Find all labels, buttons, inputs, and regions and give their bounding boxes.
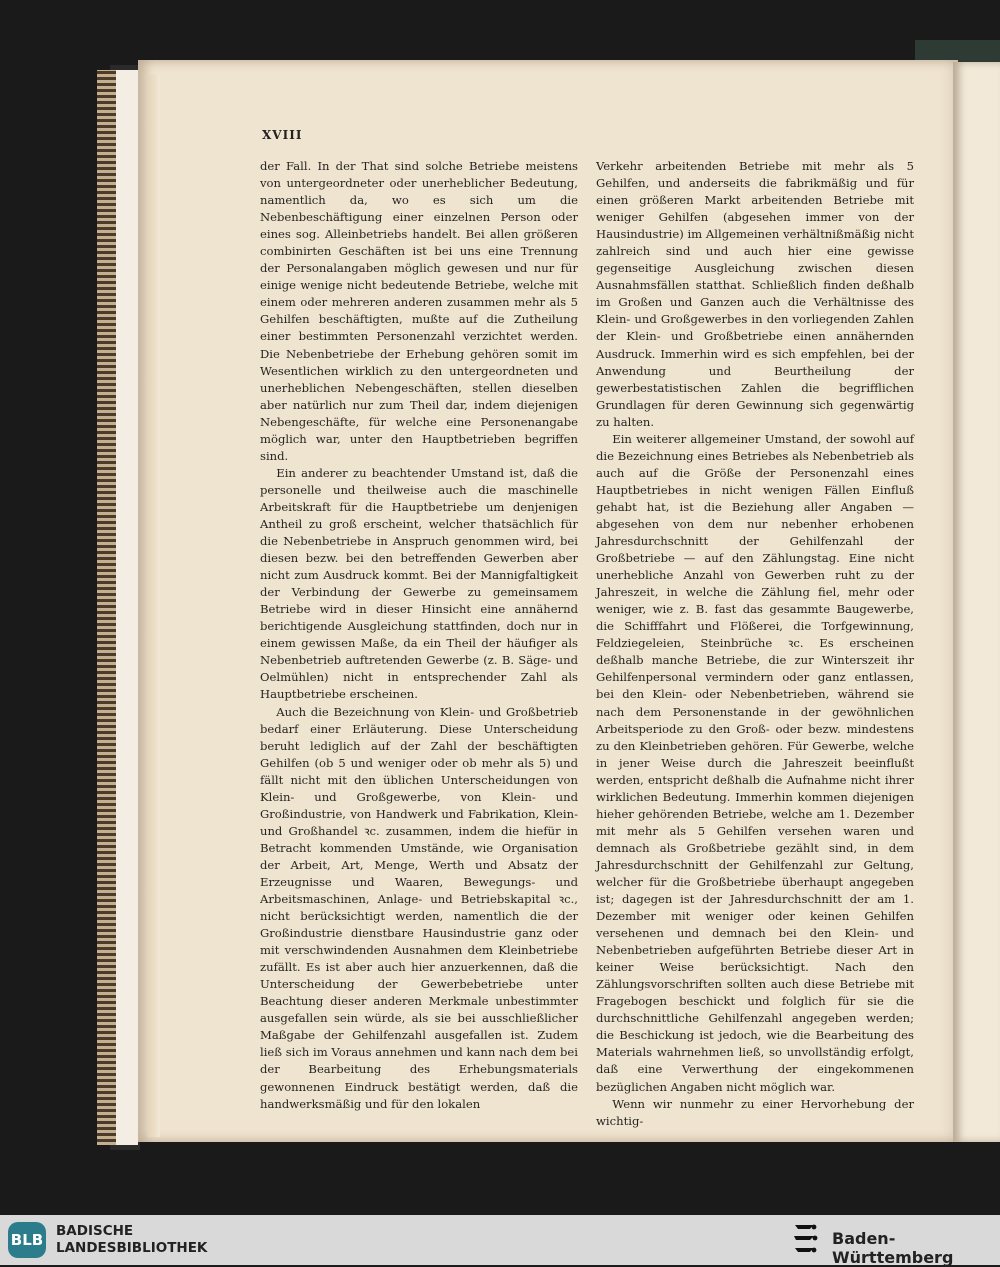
flyleaf-edge xyxy=(116,70,138,1145)
book-cover-edge xyxy=(915,40,1000,62)
library-name-line2: LANDESBIBLIOTHEK xyxy=(56,1240,208,1256)
paragraph: Ein anderer zu beachtender Umstand ist, daß die personelle und theilweise auch die maschinelle Arbeitskraft für die Hauptbetriebe um denjenigen Antheil zu groß erscheint, welcher thatsächlich für die Nebenbetriebe in Anspruch genommen wird, bei diesen bezw. bei den betreffenden Gewerben aber nicht zum Ausdruck kommt. Bei der Mannigfaltigkeit der Verbindung der Gewerbe zu gemeinsamem Betriebe wird in dieser Hinsicht eine annähernd berichtigende Ausgleichung stattfinden, doch nur in einem gewissen Maße, da ein Theil der häufiger als Nebenbetrieb auftretenden Gewerbe (z. B. Säge- und Oelmühlen) nicht in entsprechender Zahl als Hauptbetriebe erscheinen. xyxy=(260,465,578,702)
paragraph: Wenn wir nunmehr zu einer Hervorhebung der wichtig- xyxy=(596,1096,914,1128)
library-name-line1: BADISCHE xyxy=(56,1223,134,1239)
blb-logo[interactable]: BLB xyxy=(8,1222,46,1258)
paragraph: Auch die Bezeichnung von Klein- und Großbetrieb bedarf einer Erläuterung. Diese Unterscheidung beruht lediglich auf der Zahl der beschäftigten Gehilfen (ob 5 und weniger oder ob mehr als 5) und fällt nicht mit den üblichen Unterscheidungen von Klein- und Großgewerbe, von Klein- und Großindustrie, von Handwerk und Fabrikation, Klein- und Großhandel ꝛc. zusammen, indem die hiefür in Betracht kommenden Umstände, wie Organisation der Arbeit, Art, Menge, Werth und Absatz der Erzeugnisse und Waaren, Bewegungs- und Arbeitsmaschinen, Anlage- und Betriebskapital ꝛc., nicht berücksichtigt werden, namentlich die der Großindustrie dienstbare Hausindustrie ganz oder mit verschwindenden Ausnahmen dem Kleinbetriebe zufällt. Es ist aber auch hier anzuerkennen, daß die Unterscheidung der Gewerbebetriebe unter Beachtung dieser anderen Merkmale unbestimmter ausgefallen sein würde, als sie bei ausschließlicher Maßgabe der Gehilfenzahl ausgefallen ist. Zudem ließ sich im Voraus annehmen und kann nach dem bei der Bearbeitung des Erhebungsmaterials gewonnenen Eindruck bestätigt werden, daß die handwerksmäßig und für den lokalen xyxy=(260,704,578,1111)
marbled-binding xyxy=(97,70,117,1145)
viewer-footer xyxy=(0,1215,1000,1265)
page-number: XVIII xyxy=(262,128,303,142)
paragraph: Verkehr arbeitenden Betriebe mit mehr als 5 Gehilfen, und anderseits die fabrikmäßig und für einen größeren Markt arbeitenden Betriebe mit weniger Gehilfen (abgesehen immer von der Hausindustrie) im Allgemeinen verhältnißmäßig nicht zahlreich sind und auch hier eine gewisse gegenseitige Ausgleichung zwischen diesen Ausnahmsfällen statthat. Schließlich finden deßhalb im Großen und Ganzen auch die Verhältnisse des Klein- und Großgewerbes in den vorliegenden Zahlen der Klein- und Großbetriebe einen annähernden Ausdruck. Immerhin wird es sich empfehlen, bei der Anwendung und Beurtheilung der gewerbestatistischen Zahlen die begrifflichen Grundlagen für deren Gewinnung sich gegenwärtig zu halten. xyxy=(596,159,914,429)
baden-wuerttemberg-lions-icon[interactable] xyxy=(792,1221,820,1259)
text-column-left xyxy=(260,158,578,1113)
text-column-right xyxy=(596,158,914,1130)
state-name[interactable]: Baden-Württemberg xyxy=(832,1229,954,1267)
library-name[interactable] xyxy=(56,1223,207,1257)
paragraph: Ein weiterer allgemeiner Umstand, der sowohl auf die Bezeichnung eines Betriebes als Nebenbetrieb als auch auf die Größe der Personenzahl eines Hauptbetriebes in nicht wenigen Fällen Einfluß gehabt hat, ist die Beziehung aller Angaben — abgesehen von dem nur nebenher erhobenen Jahresdurchschnitt der Gehilfenzahl der Großbetriebe — auf den Zählungstag. Eine nicht unerhebliche Anzahl von Gewerben ruht zu der Jahreszeit, in welche die Zählung fiel, mehr oder weniger, wie z. B. fast das gesammte Baugewerbe, die Schifffahrt und Flößerei, die Torfgewinnung, Feldziegeleien, Steinbrüche ꝛc. Es erscheinen deßhalb manche Betriebe, die zur Winterszeit ihr Gehilfenpersonal vermindern oder ganz entlassen, bei den Klein- oder Nebenbetrieben, während sie nach dem Personenstande in der gewöhnlichen Arbeitsperiode zu den Groß- oder bezw. mindestens zu den Kleinbetrieben gehören. Für Gewerbe, welche in jener Weise durch die Jahreszeit beeinflußt werden, entspricht deßhalb die Aufnahme nicht ihrer wirklichen Bedeutung. Immerhin kommen diejenigen hieher gehörenden Betriebe, welche am 1. Dezember mit mehr als 5 Gehilfen versehen waren und demnach als Großbetriebe gezählt sind, in dem Jahresdurchschnitt der Gehilfenzahl zur Geltung, welcher für die Großbetriebe überhaupt angegeben ist; dagegen ist der Jahresdurchschnitt der am 1. Dezember mit weniger oder keinen Gehilfen versehenen und demnach bei den Klein- und Nebenbetrieben aufgeführten Betriebe dieser Art in keiner Weise berücksichtigt. Nach den Zählungsvorschriften sollten auch diese Betriebe mit Fragebogen beschickt und folglich für sie die durchschnittliche Gehilfenzahl angegeben werden; die Beschickung ist jedoch, wie die Bearbeitung des Materials wahrnehmen ließ, so unvollständig erfolgt, daß eine Verwerthung der eingekommenen bezüglichen Angaben nicht möglich war. xyxy=(596,431,914,1094)
page-gutter xyxy=(148,75,160,1137)
paragraph: der Fall. In der That sind solche Betriebe meistens von untergeordneter oder unerheblicher Bedeutung, namentlich da, wo es sich um die Nebenbeschäftigung einer einzelnen Person oder eines sog. Alleinbetriebs handelt. Bei allen größeren combinirten Geschäften ist bei uns eine Trennung der Personalangaben möglich gewesen und nur für einige wenige nicht bedeutende Betriebe, welche mit einem oder mehreren anderen zusammen mehr als 5 Gehilfen beschäftigten, mußte auf die Zutheilung einer bestimmten Personenzahl verzichtet werden. Die Nebenbetriebe der Erhebung gehören somit im Wesentlichen wirklich zu den untergeordneten und unerheblichen Nebengeschäften, stellen dieselben aber natürlich nur zum Theil dar, indem diejenigen Nebengeschäfte, für welche eine Personenangabe möglich war, unter den Hauptbetrieben begriffen sind. xyxy=(260,159,578,463)
facing-page-fragment xyxy=(953,62,1000,1142)
